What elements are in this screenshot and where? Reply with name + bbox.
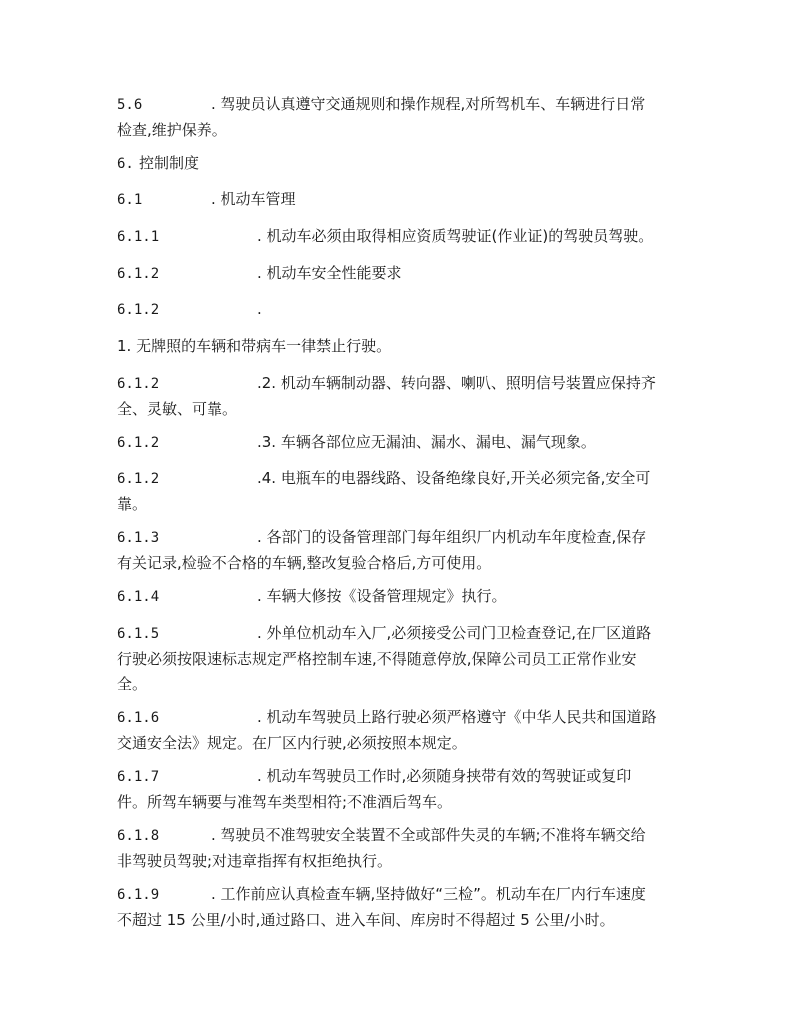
paragraph-6-1-2-3 [117, 430, 685, 456]
paragraph-continuation: 行驶必须按限速标志规定严格控制车速,不得随意停放,保障公司员工正常作业安 [117, 650, 637, 668]
paragraph-text: .2. 机动车辆制动器、转向器、喇叭、照明信号装置应保持齐 [257, 374, 656, 392]
section-number: 6.1.2 [117, 471, 160, 487]
paragraph-text: .3. 车辆各部位应无漏油、漏水、漏电、漏气现象。 [257, 433, 596, 451]
paragraph-6-1-5 [117, 621, 685, 697]
paragraph-text: . 机动车安全性能要求 [257, 264, 402, 282]
paragraph-6-1-2-2 [117, 371, 685, 422]
paragraph-6-1 [117, 187, 685, 213]
paragraph-6-1-4 [117, 584, 685, 610]
paragraph-6-1-7 [117, 764, 685, 815]
paragraph-continuation: 全、灵敏、可靠。 [117, 400, 238, 418]
paragraph-text: . 驾驶员认真遵守交通规则和操作规程,对所驾机车、车辆进行日常 [211, 95, 646, 113]
paragraph-6-1-6 [117, 705, 685, 756]
section-number: 6.1.6 [117, 710, 160, 726]
paragraph-text: . 外单位机动车入厂,必须接受公司门卫检查登记,在厂区道路 [257, 624, 652, 642]
paragraph-text: . [257, 300, 262, 318]
paragraph-6-1-2-dot [117, 297, 685, 323]
paragraph-text: . 驾驶员不准驾驶安全装置不全或部件失灵的车辆;不准将车辆交给 [211, 826, 646, 844]
paragraph-text: 1. 无牌照的车辆和带病车一律禁止行驶。 [117, 337, 392, 355]
section-number: 6.1.1 [117, 229, 160, 245]
paragraph-6-1-2-4 [117, 466, 685, 517]
section-number: 5.6 [117, 97, 143, 113]
section-number: 6.1.9 [117, 887, 160, 903]
section-number: 6.1 [117, 192, 143, 208]
section-number: 6.1.2 [117, 266, 160, 282]
paragraph-text: . 工作前应认真检查车辆,坚持做好“三检”。机动车在厂内行车速度 [211, 885, 646, 903]
paragraph-text: . 车辆大修按《设备管理规定》执行。 [257, 587, 507, 605]
section-number: 6.1.7 [117, 769, 160, 785]
paragraph-6-1-2-1 [117, 334, 685, 359]
paragraph-6-1-1 [117, 224, 685, 250]
paragraph-continuation: 检查,维护保养。 [117, 121, 227, 139]
paragraph-continuation: 非驾驶员驾驶;对违章指挥有权拒绝执行。 [117, 852, 393, 870]
section-number: 6.1.3 [117, 530, 160, 546]
paragraph-6-1-2 [117, 261, 685, 287]
section-number: 6.1.8 [117, 828, 160, 844]
paragraph-6-1-8 [117, 823, 685, 874]
paragraph-text: . 各部门的设备管理部门每年组织厂内机动车年度检查,保存 [257, 528, 647, 546]
paragraph-continuation: 全。 [117, 675, 148, 693]
paragraph-6-1-9 [117, 882, 685, 933]
paragraph-continuation: 靠。 [117, 495, 148, 513]
section-number: 6. [117, 156, 134, 172]
paragraph-text: . 机动车驾驶员工作时,必须随身挟带有效的驾驶证或复印 [257, 767, 632, 785]
paragraph-continuation: 不超过 15 公里/小时,通过路口、进入车间、库房时不得超过 5 公里/小时。 [117, 911, 615, 929]
paragraph-text: . 机动车驾驶员上路行驶必须严格遵守《中华人民共和国道路 [257, 708, 657, 726]
paragraph-continuation: 有关记录,检验不合格的车辆,整改复验合格后,方可使用。 [117, 554, 492, 572]
section-number: 6.1.2 [117, 376, 160, 392]
paragraph-6 [117, 151, 685, 177]
paragraph-text: 控制制度 [139, 154, 200, 172]
paragraph-5-6 [117, 92, 685, 143]
paragraph-text: . 机动车必须由取得相应资质驾驶证(作业证)的驾驶员驾驶。 [257, 227, 654, 245]
section-number: 6.1.5 [117, 626, 160, 642]
section-number: 6.1.2 [117, 435, 160, 451]
paragraph-text: .4. 电瓶车的电器线路、设备绝缘良好,开关必须完备,安全可 [257, 469, 651, 487]
section-number: 6.1.4 [117, 589, 160, 605]
paragraph-text: . 机动车管理 [211, 190, 296, 208]
paragraph-6-1-3 [117, 525, 685, 576]
paragraph-continuation: 交通安全法》规定。在厂区内行驶,必须按照本规定。 [117, 734, 467, 752]
section-number: 6.1.2 [117, 302, 160, 318]
paragraph-continuation: 件。所驾车辆要与准驾车类型相符;不准酒后驾车。 [117, 793, 453, 811]
